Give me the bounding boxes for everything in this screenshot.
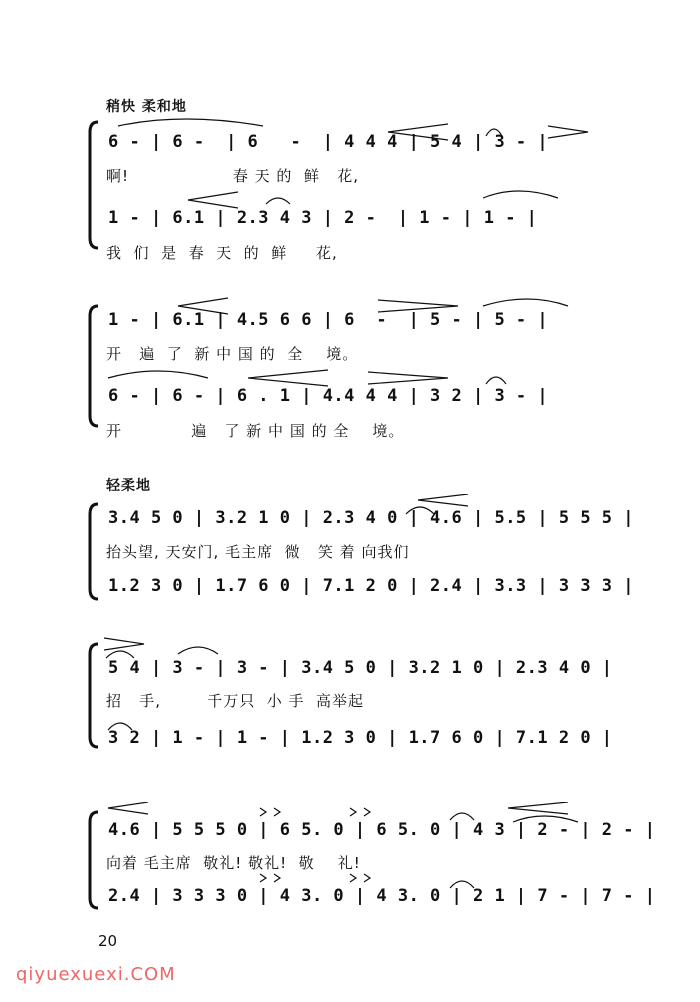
lower-notes: 2.4 | 3 3 3 0 | 4 3. 0 | 4 3. 0 | 2 1 | 7 - | 7 - | <box>108 886 656 906</box>
lower-notes: 6 - | 6 - | 6 . 1 | 4.4 4 4 | 3 2 | 3 - | <box>108 386 549 406</box>
score-system-3 <box>88 494 635 604</box>
score-system-1 <box>88 118 628 268</box>
tempo-marking-1: 稍快 柔和地 <box>106 99 187 115</box>
upper-lyrics: 向着 毛主席 敬礼! 敬礼! 敬 礼! <box>106 854 361 872</box>
lower-notes: 1 - | 6.1 | 2.3 4 3 | 2 - | 1 - | 1 - | <box>108 208 538 228</box>
site-watermark: qiyuexuexi.COM <box>16 964 176 985</box>
upper-lyrics: 抬头望, 天安门, 毛主席 微 笑 着 向我们 <box>106 543 410 561</box>
score-system-5 <box>88 802 656 914</box>
score-system-2 <box>88 296 628 446</box>
lower-lyrics: 我 们 是 春 天 的 鲜 花, <box>106 244 338 262</box>
upper-notes: 5 4 | 3 - | 3 - | 3.4 5 0 | 3.2 1 0 | 2.3 4 0 | <box>108 658 613 678</box>
lower-lyrics: 开 遍 了 新 中 国 的 全 境。 <box>106 422 405 440</box>
upper-notes: 4.6 | 5 5 5 0 | 6 5. 0 | 6 5. 0 | 4 3 | 2 - | 2 - | <box>108 820 656 840</box>
lower-notes: 1.2 3 0 | 1.7 6 0 | 7.1 2 0 | 2.4 | 3.3 | 3 3 3 | <box>108 576 635 596</box>
upper-lyrics: 招 手, 千万只 小 手 高举起 <box>106 692 365 710</box>
upper-notes: 1 - | 6.1 | 4.5 6 6 | 6 - | 5 - | 5 - | <box>108 310 549 330</box>
tempo-marking-2: 轻柔地 <box>106 478 151 494</box>
upper-lyrics: 啊! 春 天 的 鲜 花, <box>106 167 359 185</box>
upper-notes: 3.4 5 0 | 3.2 1 0 | 2.3 4 0 | 4.6 | 5.5 | 5 5 5 | <box>108 508 635 528</box>
upper-notes: 6 - | 6 - | 6 - | 4 4 4 | 5 4 | 3 - | <box>108 132 549 152</box>
score-system-4 <box>88 632 628 752</box>
upper-lyrics: 开 遍 了 新 中 国 的 全 境。 <box>106 345 359 363</box>
page-number: 20 <box>98 932 118 950</box>
lower-notes: 3 2 | 1 - | 1 - | 1.2 3 0 | 1.7 6 0 | 7.1 2 0 | <box>108 728 613 748</box>
